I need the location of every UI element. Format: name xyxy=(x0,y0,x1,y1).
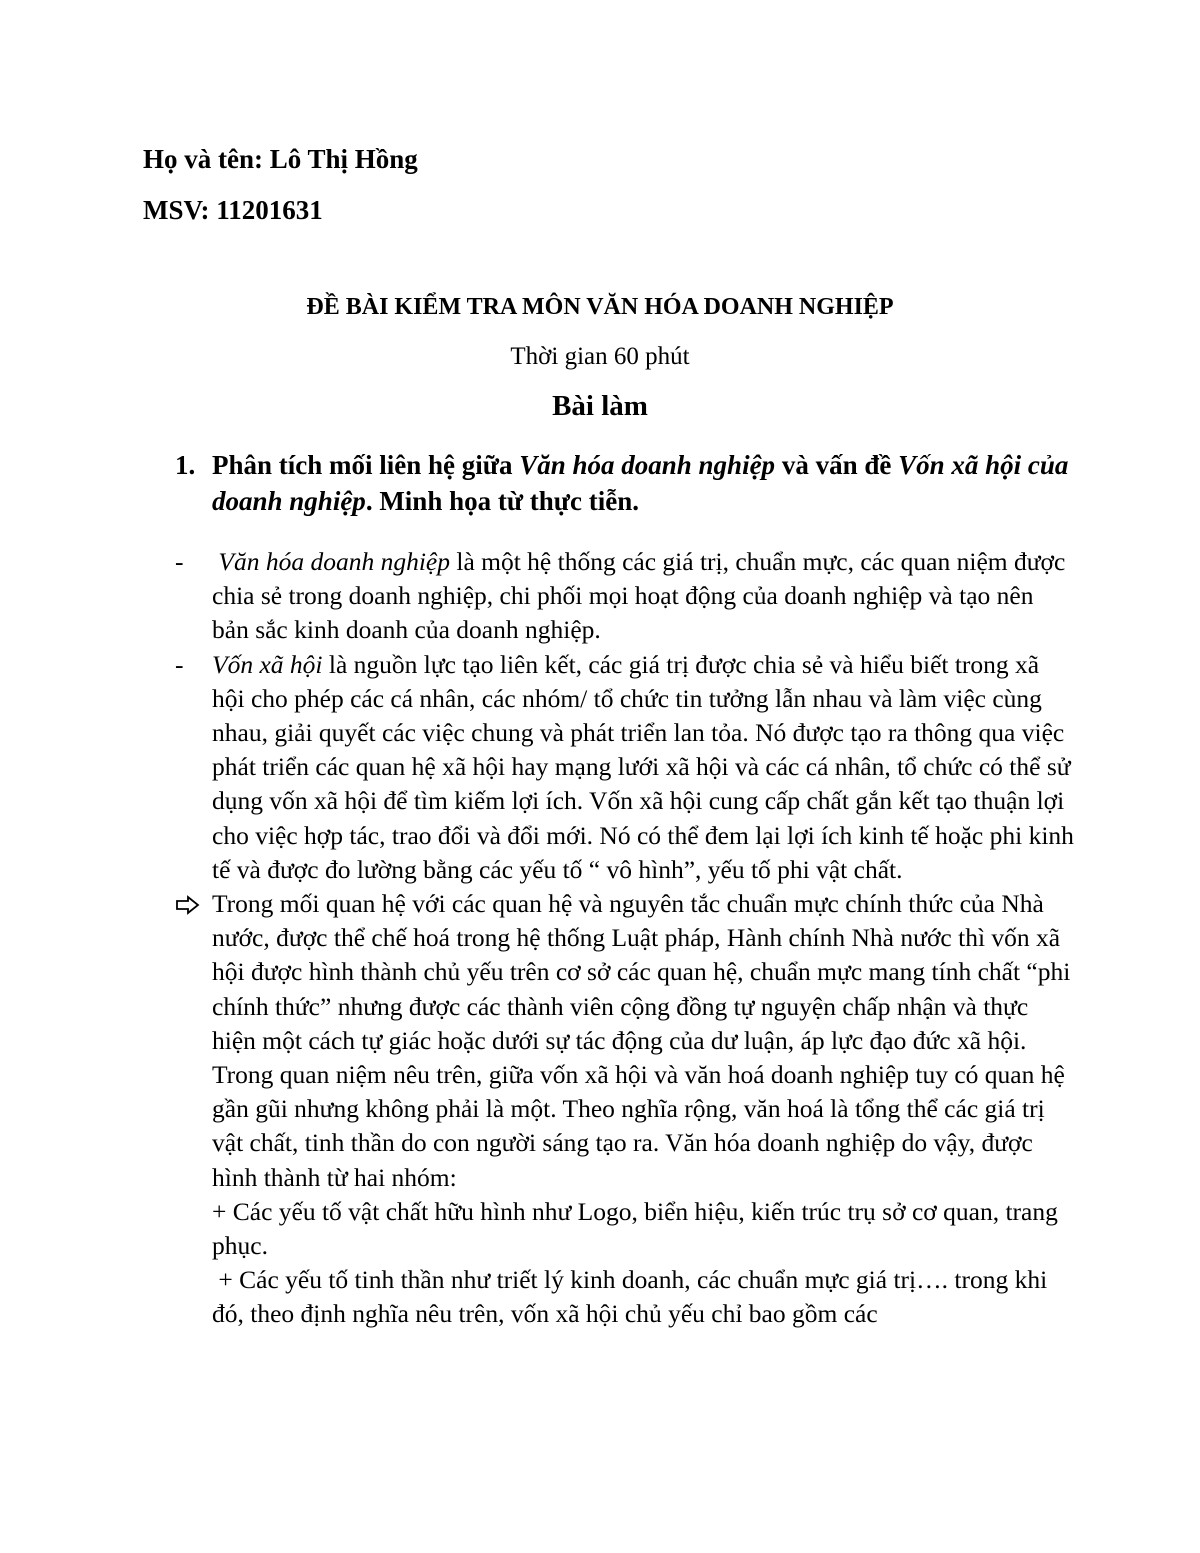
question-1 xyxy=(175,447,1075,519)
bullet-definition-culture xyxy=(175,545,1075,648)
question-text xyxy=(212,447,1075,519)
hollow-right-arrow-icon xyxy=(175,887,205,924)
paragraph-material-factors: + Các yếu tố vật chất hữu hình như Logo, biển hiệu, kiến trúc trụ sở cơ quan, trang phục. xyxy=(212,1196,1058,1261)
question-term-social-capital: Vốn xã hội của doanh nghiệp xyxy=(212,450,1069,516)
term-italic: Văn hóa doanh nghiệp xyxy=(218,547,450,576)
student-id: MSV: 11201631 xyxy=(143,195,323,225)
bullet-definition-social-capital xyxy=(175,648,1075,887)
bullet-text xyxy=(212,648,1075,887)
question-part: Phân tích mối liên hệ giữa xyxy=(212,450,520,480)
definition-text: là một hệ thống các giá trị, chuẩn mực, các quan niệm được chia sẻ trong doanh nghiệp, chi phối mọi hoạt động của doanh nghiệp và tạo nên bản sắc kinh doanh của doanh nghiệp. xyxy=(212,547,1066,645)
exam-title: ĐỀ BÀI KIỂM TRA MÔN VĂN HÓA DOANH NGHIỆP xyxy=(306,294,894,320)
question-number: 1. xyxy=(175,450,196,480)
definition-text: là nguồn lực tạo liên kết, các giá trị được chia sẻ và hiểu biết trong xã hội cho phép các cá nhân, các nhóm/ tổ chức tin tưởng lẫn nhau và làm việc cùng nhau, giải quyết các việc chung và phát triển lan tỏa. Nó được tạo ra thông qua việc phát triển các quan hệ xã hội hay mạng lưới xã hội và các cá nhân, tổ chức có thể sử dụng vốn xã hội để tìm kiếm lợi ích. Vốn xã hội cung cấp chất gắn kết tạo thuận lợi cho việc hợp tác, trao đổi và đổi mới. Nó có thể đem lại lợi ích kinh tế hoặc phi kinh tế và được đo lường bằng các yếu tố “ vô hình”, yếu tố phi vật chất. xyxy=(212,649,1074,884)
answer-heading: Bài làm xyxy=(552,390,648,422)
dash-marker: - xyxy=(175,547,184,576)
question-term-culture: Văn hóa doanh nghiệp xyxy=(519,450,776,480)
term-italic: Vốn xã hội xyxy=(212,649,323,679)
exam-time: Thời gian 60 phút xyxy=(510,343,690,370)
question-part: . Minh họa từ thực tiễn. xyxy=(365,486,639,516)
paragraph-relation: Trong mối quan hệ với các quan hệ và nguyên tắc chuẩn mực chính thức của Nhà nước, được thể chế hoá trong hệ thống Luật pháp, Hành chính Nhà nước thì vốn xã hội được hình thành chủ yếu trên cơ sở các quan hệ, chuẩn mực mang tính chất “phi chính thức” nhưng được các thành viên cộng đồng tự nguyện chấp nhận và thực hiện một cách tự giác hoặc dưới sự tác động của dư luận, áp lực đạo đức xã hội. xyxy=(212,889,1071,1055)
question-part: và vấn đề xyxy=(775,450,899,480)
student-name: Họ và tên: Lô Thị Hồng xyxy=(143,144,418,174)
paragraph-spiritual-factors: + Các yếu tố tinh thần như triết lý kinh doanh, các chuẩn mực giá trị…. trong khi đó, theo định nghĩa nêu trên, vốn xã hội chủ yếu chỉ bao gồm các xyxy=(212,1265,1054,1329)
arrow-paragraph-block xyxy=(175,887,1075,1332)
bullet-text xyxy=(212,545,1075,648)
paragraph-comparison: Trong quan niệm nêu trên, giữa vốn xã hội và văn hoá doanh nghiệp tuy có quan hệ gần gũi nhưng không phải là một. Theo nghĩa rộng, văn hoá là tổng thể các giá trị vật chất, tinh thần do con người sáng tạo ra. Văn hóa doanh nghiệp do vậy, được hình thành từ hai nhóm: xyxy=(212,1060,1065,1192)
answer-body xyxy=(175,545,1075,1332)
dash-marker: - xyxy=(175,649,184,679)
